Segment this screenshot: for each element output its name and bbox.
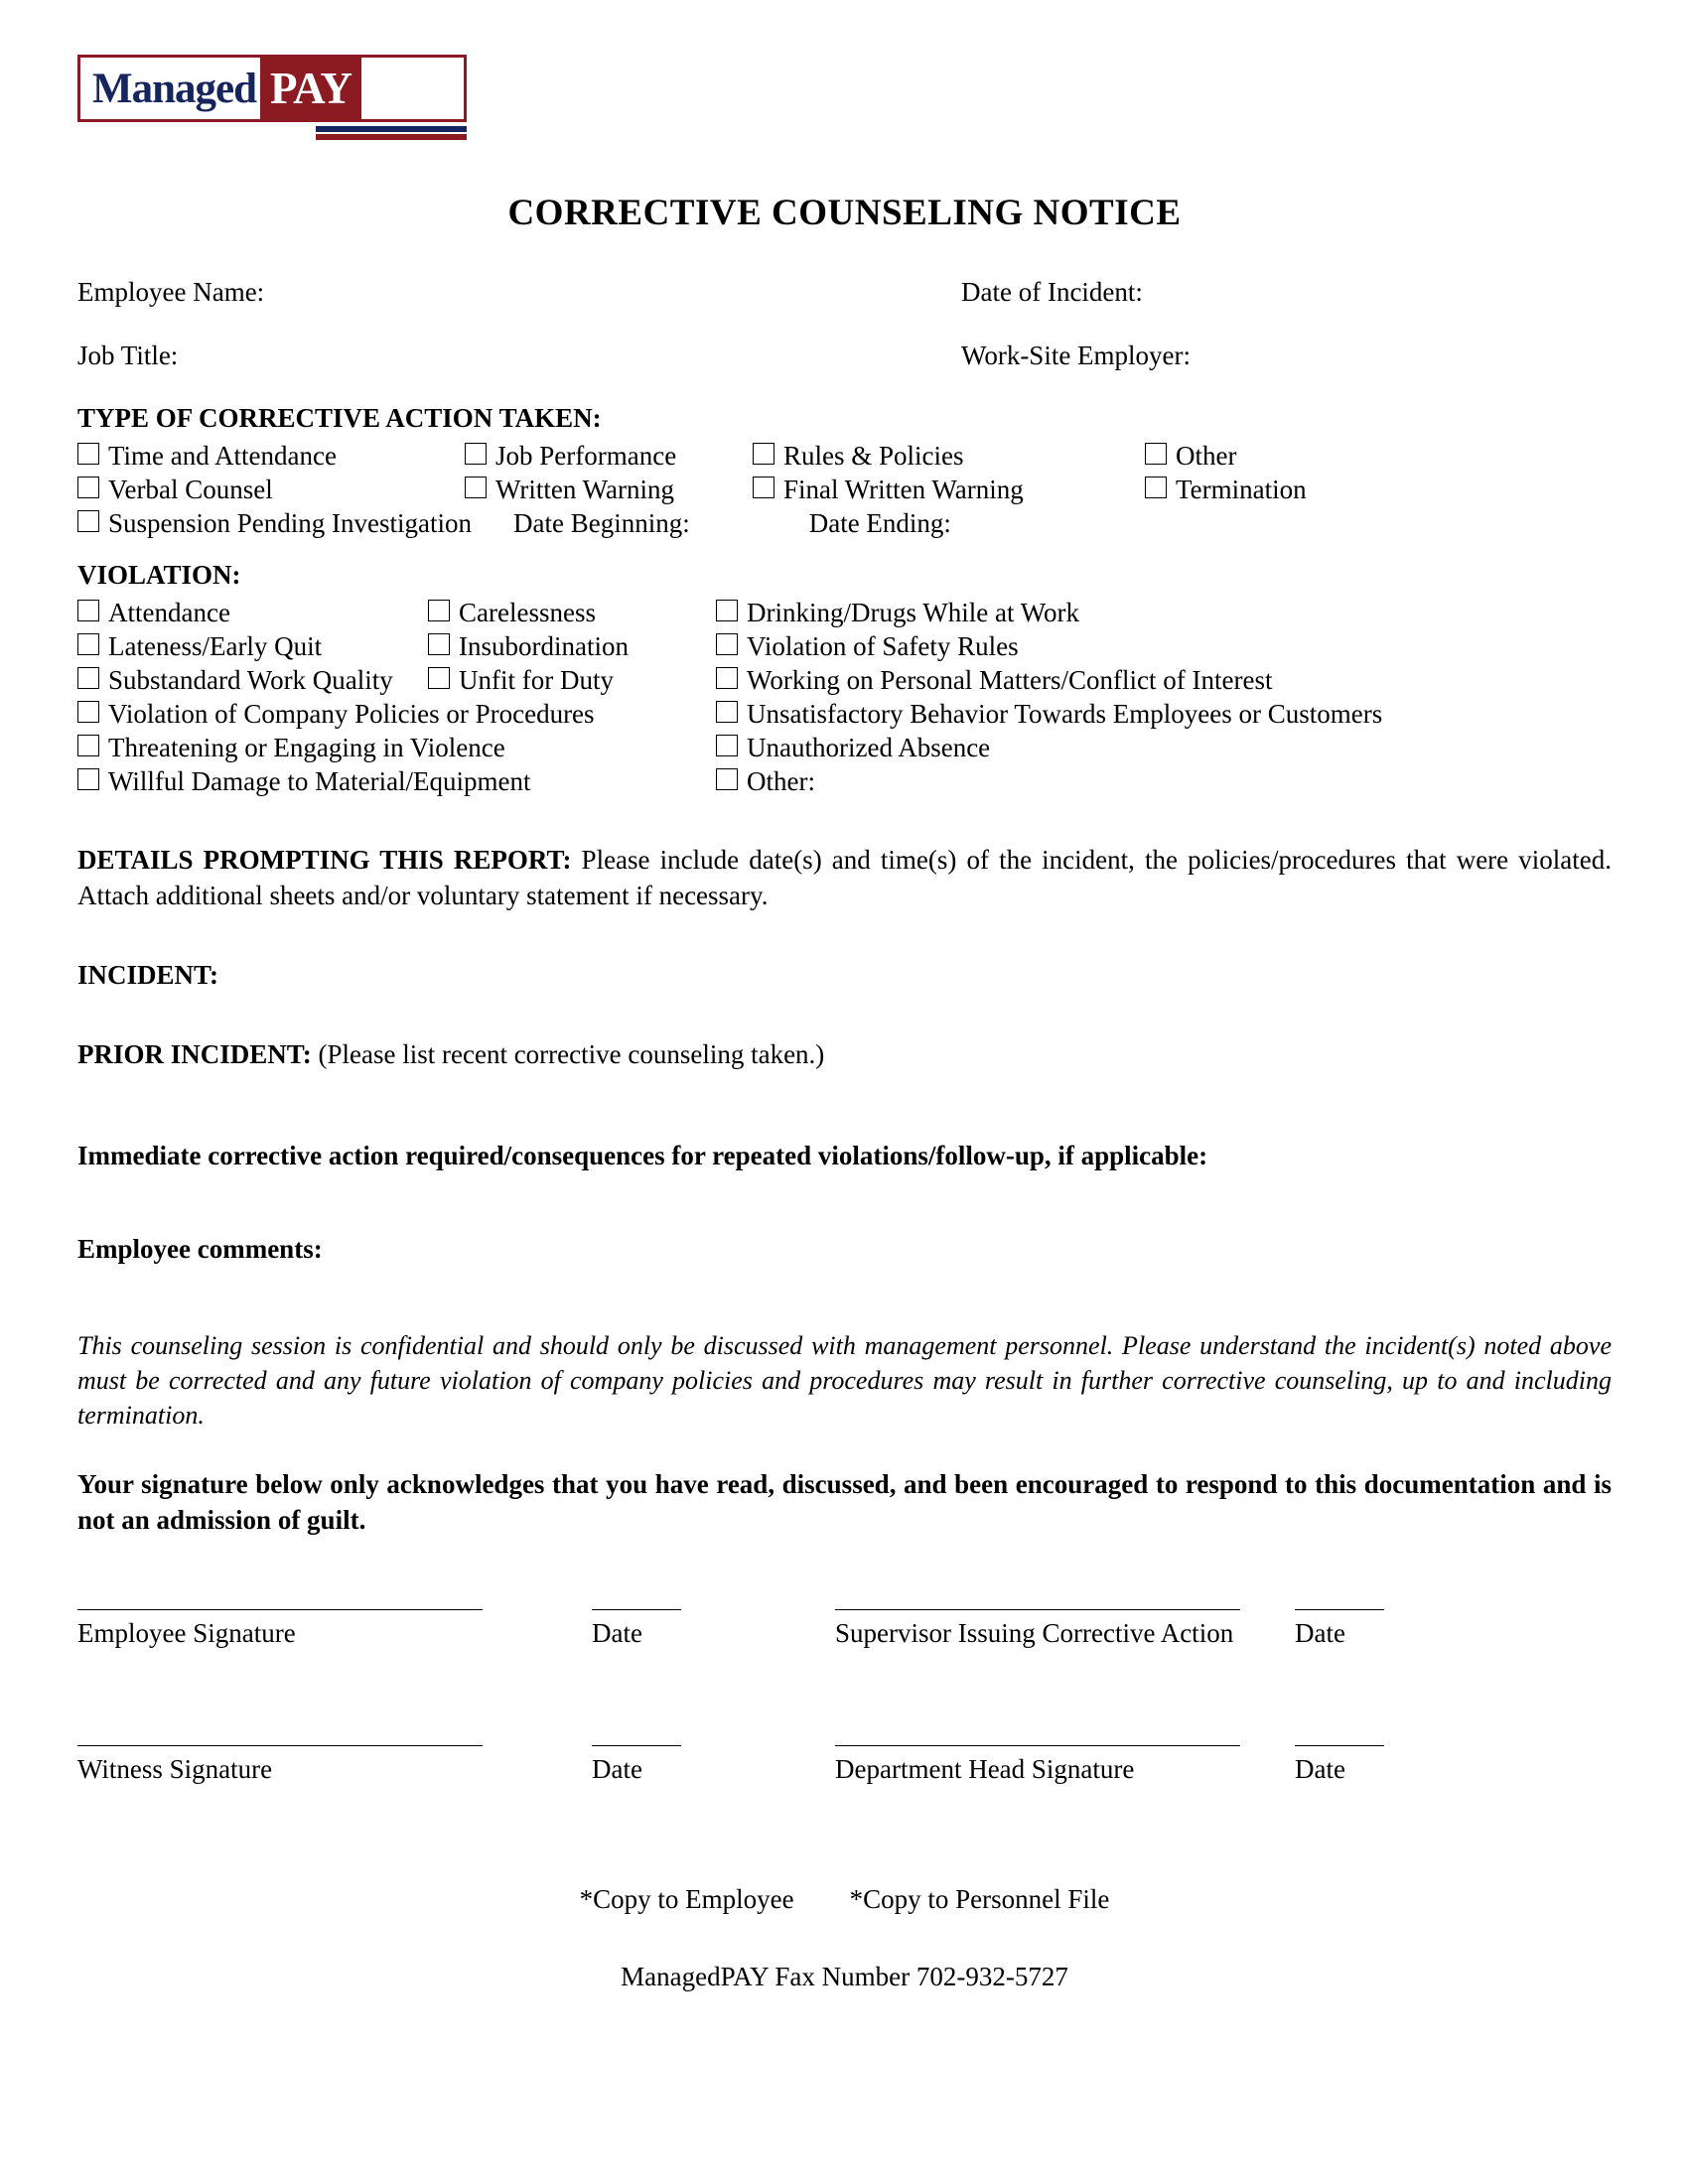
type-of-action-row-3: [77, 506, 1612, 540]
violation-row-4: [77, 697, 1612, 731]
checkbox-icon[interactable]: [1145, 443, 1167, 465]
checkbox-label: Time and Attendance: [108, 441, 337, 471]
checkbox-item-suspension-pending-investigation[interactable]: [77, 506, 472, 540]
checkbox-label: Rules & Policies: [783, 441, 964, 471]
checkbox-item-violation-of-company-policies[interactable]: [77, 697, 716, 731]
checkbox-label: Unauthorized Absence: [747, 733, 991, 762]
footer-copy-employee: *Copy to Employee: [579, 1884, 794, 1914]
confidentiality-note: This counseling session is confidential and should only be discussed with management personnel. Please understand the incident(s) noted above must be corrected and any future violation of company policies and procedures may result in further corrective counseling, up to and including termination.: [77, 1331, 1612, 1430]
checkbox-label: Drinking/Drugs While at Work: [747, 598, 1080, 627]
checkbox-item-willful-damage[interactable]: [77, 764, 716, 798]
checkbox-item-threatening-or-violence[interactable]: [77, 731, 716, 764]
checkbox-icon[interactable]: [716, 600, 738, 621]
checkbox-icon[interactable]: [428, 600, 450, 621]
checkbox-label: Willful Damage to Material/Equipment: [108, 766, 531, 796]
checkbox-icon[interactable]: [716, 633, 738, 655]
checkbox-icon[interactable]: [428, 633, 450, 655]
footer-fax-number: ManagedPAY Fax Number 702-932-5727: [621, 1962, 1068, 1991]
employee-signature-field[interactable]: [77, 1609, 483, 1650]
checkbox-label: Violation of Safety Rules: [747, 631, 1019, 661]
footer-copy-personnel-file: *Copy to Personnel File: [849, 1884, 1110, 1914]
footer-copy-row: [77, 1881, 1612, 1917]
header-row-1: [77, 274, 1612, 310]
date-of-incident-label: Date of Incident:: [961, 277, 1143, 307]
violation-checkbox-group: [77, 596, 1612, 798]
checkbox-icon[interactable]: [428, 667, 450, 689]
department-head-signature-date-field[interactable]: [1295, 1745, 1384, 1786]
witness-signature-date-field[interactable]: [592, 1745, 681, 1786]
signature-caption: Employee Signature: [77, 1618, 296, 1648]
checkbox-label: Termination: [1176, 475, 1307, 504]
checkbox-label: Working on Personal Matters/Conflict of Interest: [747, 665, 1273, 695]
checkbox-label: Lateness/Early Quit: [108, 631, 323, 661]
checkbox-icon[interactable]: [77, 443, 99, 465]
employee-signature-date-field[interactable]: [592, 1609, 681, 1650]
employee-name-label: Employee Name:: [77, 277, 265, 307]
date-ending-label: Date Ending:: [808, 508, 951, 538]
checkbox-label: Other: [1176, 441, 1237, 471]
signature-row-1: [77, 1609, 1612, 1650]
checkbox-icon[interactable]: [77, 768, 99, 790]
job-title-label: Job Title:: [77, 341, 179, 370]
section-heading-type-of-action: TYPE OF CORRECTIVE ACTION TAKEN:: [77, 403, 602, 433]
checkbox-item-other-violation[interactable]: [716, 764, 1612, 798]
supervisor-signature-field[interactable]: [835, 1609, 1240, 1650]
logo-bar-red: [316, 134, 467, 140]
checkbox-icon[interactable]: [77, 735, 99, 756]
checkbox-icon[interactable]: [753, 477, 774, 498]
company-logo: [77, 55, 467, 140]
violation-row-3: [77, 663, 1612, 697]
violation-row-6: [77, 764, 1612, 798]
department-head-signature-field[interactable]: [835, 1745, 1240, 1786]
checkbox-label: Suspension Pending Investigation: [108, 508, 472, 538]
checkbox-icon[interactable]: [77, 667, 99, 689]
logo-box: [77, 55, 467, 122]
checkbox-label: Other:: [747, 766, 815, 796]
incident-label: INCIDENT:: [77, 960, 219, 990]
checkbox-icon[interactable]: [465, 443, 487, 465]
checkbox-item-final-written-warning[interactable]: [753, 473, 1145, 506]
checkbox-icon[interactable]: [1145, 477, 1167, 498]
checkbox-item-other-action[interactable]: [1145, 439, 1443, 473]
checkbox-label: Final Written Warning: [783, 475, 1024, 504]
checkbox-icon[interactable]: [753, 443, 774, 465]
checkbox-icon[interactable]: [465, 477, 487, 498]
signature-row-2: [77, 1745, 1612, 1786]
checkbox-label: Substandard Work Quality: [108, 665, 393, 695]
logo-text-managed: Managed: [92, 66, 256, 112]
checkbox-item-verbal-counsel[interactable]: [77, 473, 465, 506]
witness-signature-field[interactable]: [77, 1745, 483, 1786]
prior-incident-label: PRIOR INCIDENT:: [77, 1039, 312, 1069]
violation-row-2: [77, 629, 1612, 663]
details-prompting-report: [77, 842, 1612, 913]
type-of-action-row-2: [77, 473, 1612, 506]
checkbox-item-termination[interactable]: [1145, 473, 1443, 506]
checkbox-label: Violation of Company Policies or Procedures: [108, 699, 595, 729]
checkbox-item-lateness-early-quit[interactable]: [77, 629, 428, 663]
checkbox-label: Carelessness: [459, 598, 596, 627]
signature-caption: Supervisor Issuing Corrective Action: [835, 1618, 1234, 1648]
prior-incident-note: (Please list recent corrective counseling taken.): [311, 1039, 825, 1069]
checkbox-item-rules-and-policies[interactable]: [753, 439, 1145, 473]
checkbox-icon[interactable]: [77, 600, 99, 621]
checkbox-icon[interactable]: [716, 735, 738, 756]
checkbox-item-carelessness[interactable]: [428, 596, 716, 629]
signature-acknowledgement-notice: Your signature below only acknowledges that you have read, discussed, and been encouraged to respond to this documentation and is not an admission of guilt.: [77, 1469, 1612, 1535]
signature-caption: Witness Signature: [77, 1754, 273, 1784]
checkbox-item-drinking-drugs-while-at-work[interactable]: [716, 596, 1612, 629]
checkbox-icon[interactable]: [77, 701, 99, 723]
date-beginning-label: Date Beginning:: [513, 508, 690, 538]
checkbox-label: Written Warning: [495, 475, 674, 504]
checkbox-icon[interactable]: [716, 667, 738, 689]
type-of-action-row-1: [77, 439, 1612, 473]
immediate-action-label: Immediate corrective action required/consequences for repeated violations/follow-up, if applicable:: [77, 1141, 1208, 1170]
details-label: DETAILS PROMPTING THIS REPORT:: [77, 845, 572, 875]
checkbox-item-unauthorized-absence[interactable]: [716, 731, 1612, 764]
checkbox-icon[interactable]: [716, 701, 738, 723]
logo-bar-blue: [316, 126, 467, 132]
signature-caption: Date: [1295, 1754, 1345, 1784]
checkbox-item-insubordination[interactable]: [428, 629, 716, 663]
checkbox-item-violation-of-safety-rules[interactable]: [716, 629, 1612, 663]
prior-incident-row: [77, 1036, 1612, 1072]
checkbox-label: Attendance: [108, 598, 230, 627]
checkbox-label: Unfit for Duty: [459, 665, 614, 695]
checkbox-label: Verbal Counsel: [108, 475, 273, 504]
details-text: Please include date(s) and time(s) of the incident, the policies/procedures that were violated. Attach additional sheets and/or voluntary statement if necessary.: [77, 845, 1612, 910]
supervisor-signature-date-field[interactable]: [1295, 1609, 1384, 1650]
work-site-employer-label: Work-Site Employer:: [961, 341, 1192, 370]
checkbox-item-unsatisfactory-behavior[interactable]: [716, 697, 1612, 731]
violation-row-5: [77, 731, 1612, 764]
checkbox-icon[interactable]: [77, 633, 99, 655]
signature-caption: Department Head Signature: [835, 1754, 1135, 1784]
document-content: [77, 55, 1612, 1994]
signature-caption: Date: [592, 1754, 642, 1784]
checkbox-item-substandard-work-quality[interactable]: [77, 663, 428, 697]
checkbox-item-working-on-personal-matters[interactable]: [716, 663, 1612, 697]
checkbox-item-time-and-attendance[interactable]: [77, 439, 465, 473]
checkbox-label: Job Performance: [495, 441, 677, 471]
signature-caption: Date: [592, 1618, 642, 1648]
checkbox-icon[interactable]: [77, 477, 99, 498]
checkbox-label: Unsatisfactory Behavior Towards Employees or Customers: [747, 699, 1383, 729]
checkbox-label: Insubordination: [459, 631, 629, 661]
checkbox-item-written-warning[interactable]: [465, 473, 753, 506]
checkbox-item-job-performance[interactable]: [465, 439, 753, 473]
checkbox-item-attendance[interactable]: [77, 596, 428, 629]
checkbox-label: Threatening or Engaging in Violence: [108, 733, 505, 762]
checkbox-icon[interactable]: [716, 768, 738, 790]
employee-comments-label: Employee comments:: [77, 1234, 323, 1264]
signature-block: [77, 1609, 1612, 1786]
page-title: CORRECTIVE COUNSELING NOTICE: [507, 193, 1182, 233]
logo-text-pay: PAY: [260, 58, 361, 119]
checkbox-item-unfit-for-duty[interactable]: [428, 663, 716, 697]
checkbox-icon[interactable]: [77, 510, 99, 532]
header-row-2: [77, 338, 1612, 373]
signature-caption: Date: [1295, 1618, 1345, 1648]
section-heading-violation: VIOLATION:: [77, 560, 241, 590]
type-of-action-checkbox-group: [77, 439, 1612, 540]
violation-row-1: [77, 596, 1612, 629]
